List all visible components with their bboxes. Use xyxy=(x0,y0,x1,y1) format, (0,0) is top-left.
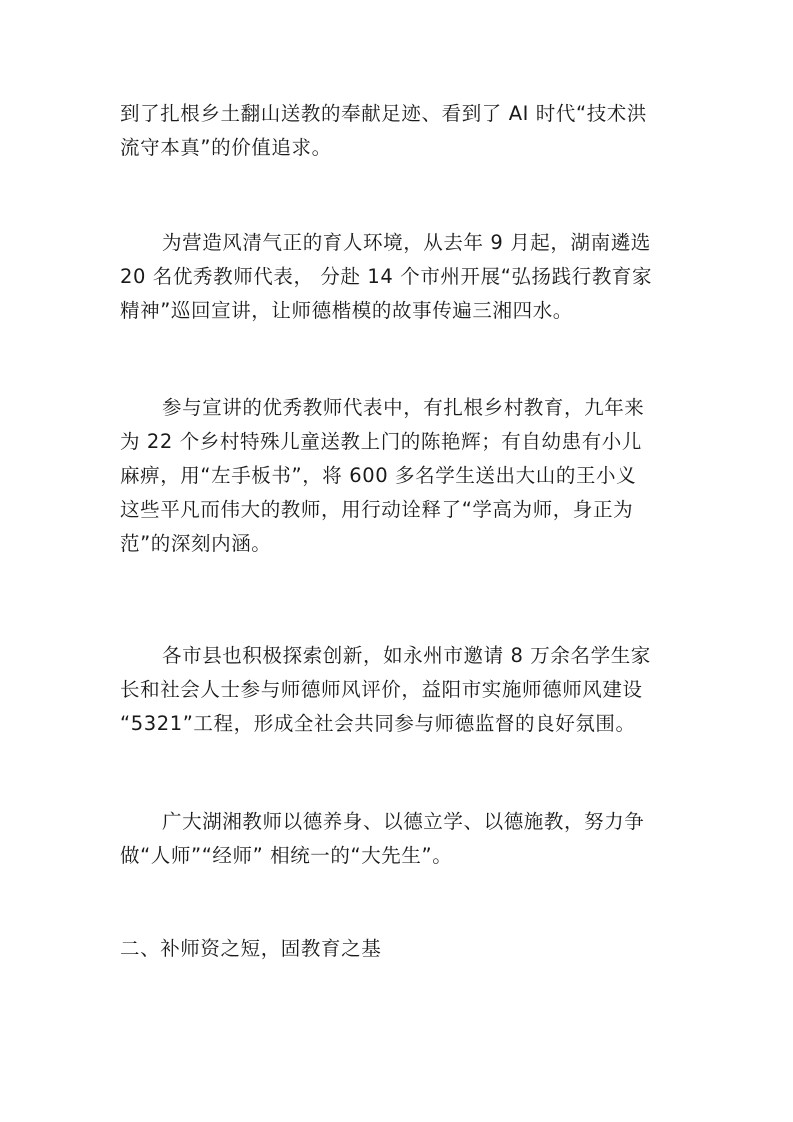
text-line: 流守本真”的价值追求。 xyxy=(120,136,332,159)
text-line: 各市县也积极探索创新，如永州市邀请 8 万余名学生家 xyxy=(162,644,651,667)
text-line: 这些平凡而伟大的教师，用行动诠释了“学高为师，身正为 xyxy=(120,498,634,521)
text-line: 广大湖湘教师以德养身、以德立学、以德施教，努力争 xyxy=(162,810,645,833)
paragraph-hunan-teachers xyxy=(120,805,676,873)
text-line: 为 22 个乡村特殊儿童送教上门的陈艳辉；有自幼患有小儿 xyxy=(120,430,643,453)
text-line: “5321”工程，形成全社会共同参与师德监督的良好氛围。 xyxy=(120,712,636,735)
text-line: 精神”巡回宣讲，让师德楷模的故事传遍三湘四水。 xyxy=(120,299,573,322)
section-heading: 二、补师资之短，固教育之基 xyxy=(120,937,382,960)
paragraph-local-innovation xyxy=(120,639,676,741)
paragraph-lecture-tour xyxy=(120,226,676,328)
text-line: 做“人师”“经师” 相统一的“大先生”。 xyxy=(120,844,453,867)
paragraph-continuation xyxy=(120,97,676,165)
text-line: 到了扎根乡土翻山送教的奉献足迹、看到了 AI 时代“技术洪 xyxy=(120,102,647,125)
text-line: 参与宣讲的优秀教师代表中，有扎根乡村教育，九年来 xyxy=(162,396,645,419)
text-line: 为营造风清气正的育人环境，从去年 9 月起，湖南遴选 xyxy=(162,231,651,254)
text-line: 20 名优秀教师代表， 分赴 14 个市州开展“弘扬践行教育家 xyxy=(120,265,653,288)
paragraph-teacher-representatives xyxy=(120,391,676,561)
text-line: 麻痹，用“左手板书”，将 600 多名学生送出大山的王小义 xyxy=(120,464,637,487)
text-line: 长和社会人士参与师德师风评价，益阳市实施师德师风建设 xyxy=(120,678,643,701)
text-line: 范”的深刻内涵。 xyxy=(120,532,272,555)
